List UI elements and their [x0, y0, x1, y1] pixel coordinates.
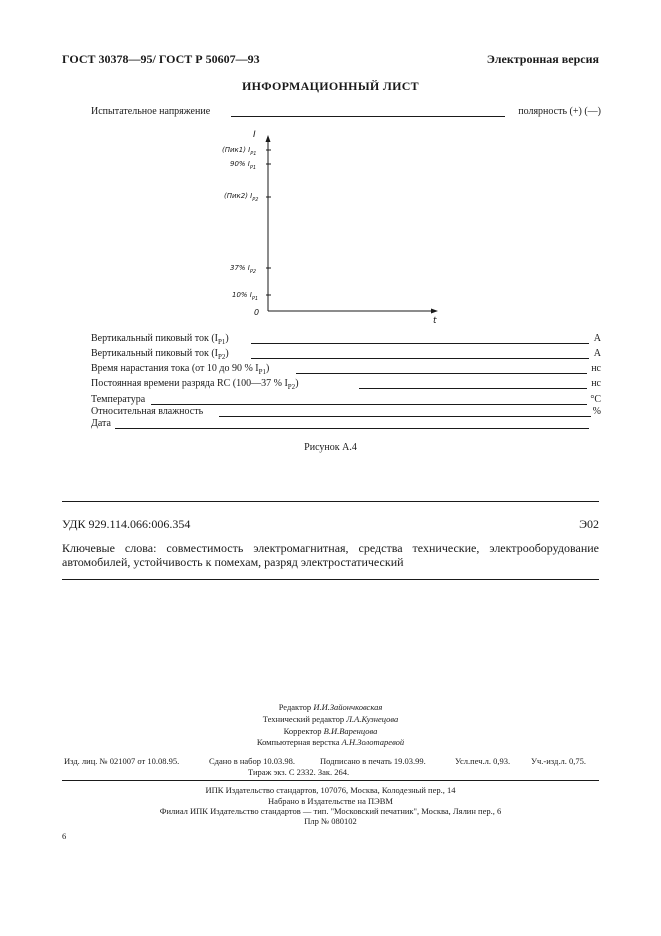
publisher-line-3: Филиал ИПК Издательство стандартов — тип. "Московский печатник", Москва, Лялин пер., 6	[159, 806, 502, 816]
publisher-line-4: Плр № 080102	[304, 816, 357, 826]
form-label: Вертикальный пиковый ток $(I_{P2})$	[91, 348, 229, 361]
label-peak1: (Пик1) $I_{P1}$	[222, 146, 257, 157]
current-waveform-graph	[200, 125, 460, 330]
form-row-time-constant	[91, 378, 601, 391]
keywords-line-1: Ключевые слова: совместимость электромагнитная, средства технические, электрооборудование	[62, 541, 599, 555]
form-label: Температура	[91, 394, 146, 405]
keywords-line-2: автомобилей, устойчивость к помехам, разряд электростатический	[62, 555, 404, 569]
standard-designation: ГОСТ 30378—95/ ГОСТ Р 50607—93	[62, 52, 260, 66]
page-title: ИНФОРМАЦИОННЫЙ ЛИСТ	[242, 79, 419, 93]
origin-label: 0	[254, 308, 260, 317]
udk-code: УДК 929.114.066:006.354	[62, 517, 191, 531]
separator-top	[62, 501, 599, 502]
form-unit: нс	[591, 363, 601, 374]
form-row-peak1	[91, 333, 601, 346]
imprint-run: Тираж экз. С 2332. Зак. 264.	[248, 767, 350, 777]
credit-tech-editor: Технический редактор Л.А.Кузнецова	[262, 714, 399, 724]
separator-imprint	[62, 780, 599, 781]
form-label: Время нарастания тока (от 10 до 90 % $I_{P1}$)	[91, 363, 270, 376]
test-voltage-blank	[231, 116, 505, 117]
separator-bottom	[62, 579, 599, 580]
form-label: Постоянная времени разряда RC (100—37 % $I_{P2}$)	[91, 378, 299, 391]
label-37-percent: 37% $I_{P2}$	[230, 264, 257, 275]
form-label: Дата	[91, 418, 111, 429]
publisher-line-1: ИПК Издательство стандартов, 107076, Москва, Колодезный пер., 14	[205, 785, 456, 795]
x-axis-label: t	[433, 316, 437, 326]
credit-editor: Редактор И.И.Зайончковская	[278, 702, 383, 712]
form-blank	[359, 388, 587, 389]
electronic-version-label: Электронная версия	[486, 52, 599, 66]
figure-caption: Рисунок А.4	[304, 442, 357, 453]
form-unit: %	[592, 406, 601, 417]
form-label: Относительная влажность	[91, 406, 204, 417]
form-label: Вертикальный пиковый ток $(I_{P1})$	[91, 333, 229, 346]
form-blank	[251, 358, 589, 359]
form-row-rise-time	[91, 363, 601, 376]
imprint-signed: Подписано в печать 19.03.99.	[320, 756, 426, 766]
label-peak2: (Пик2) $I_{P2}$	[224, 192, 259, 203]
form-unit: °С	[590, 394, 601, 405]
credit-layout: Компьютерная верстка А.Н.Золотаревой	[256, 737, 405, 747]
form-unit: А	[593, 333, 601, 344]
form-blank	[296, 373, 587, 374]
label-90-percent: 90% $I_{P1}$	[230, 160, 257, 171]
form-unit: нс	[591, 378, 601, 389]
imprint-pub-sheets: Уч.-изд.л. 0,75.	[531, 756, 586, 766]
imprint-license: Изд. лиц. № 021007 от 10.08.95.	[64, 756, 180, 766]
y-axis-arrow	[266, 135, 271, 142]
page-number: 6	[62, 831, 67, 841]
form-blank	[251, 343, 589, 344]
y-axis-label: I	[253, 130, 256, 140]
form-blank	[151, 404, 587, 405]
imprint-sheets: Усл.печ.л. 0,93.	[455, 756, 511, 766]
x-axis-arrow	[431, 309, 438, 314]
form-row-peak2	[91, 348, 601, 361]
form-blank	[115, 428, 589, 429]
imprint-submitted: Сдано в набор 10.03.98.	[209, 756, 295, 766]
form-unit: А	[593, 348, 601, 359]
classification-code: Э02	[579, 517, 599, 531]
publisher-line-2: Набрано в Издательстве на ПЭВМ	[268, 796, 393, 806]
credit-corrector: Корректор В.И.Варенцова	[283, 726, 378, 736]
test-voltage-label: Испытательное напряжение	[91, 106, 211, 117]
test-voltage-row	[91, 106, 601, 119]
label-10-percent: 10% $I_{P1}$	[232, 291, 259, 302]
form-row-date	[91, 418, 601, 431]
form-blank	[219, 416, 591, 417]
polarity-label: полярность (+) (—)	[518, 106, 601, 117]
